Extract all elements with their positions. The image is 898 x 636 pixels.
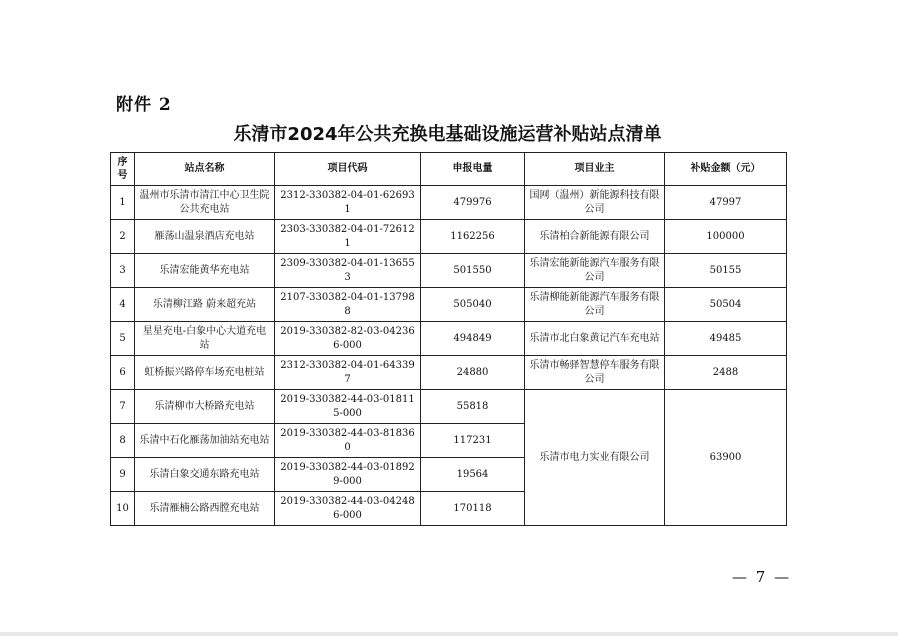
cell-code: 2019-330382-44-03-018115-000 (275, 390, 421, 424)
cell-station: 虹桥振兴路停车场充电桩站 (135, 356, 275, 390)
cell-seq: 9 (111, 458, 135, 492)
cell-code: 2312-330382-04-01-626931 (275, 186, 421, 220)
cell-amount: 55818 (421, 390, 525, 424)
cell-code: 2312-330382-04-01-643397 (275, 356, 421, 390)
table-row (111, 254, 787, 288)
cell-seq: 8 (111, 424, 135, 458)
table-header-row (111, 153, 787, 186)
table-row (111, 356, 787, 390)
cell-code: 2019-330382-82-03-042366-000 (275, 322, 421, 356)
cell-subsidy: 50504 (665, 288, 787, 322)
table-row (111, 288, 787, 322)
cell-station: 乐清宏能黄华充电站 (135, 254, 275, 288)
cell-owner: 国网（温州）新能源科技有限公司 (525, 186, 665, 220)
cell-code: 2019-330382-44-03-042486-000 (275, 492, 421, 526)
cell-seq: 1 (111, 186, 135, 220)
cell-code: 2309-330382-04-01-136553 (275, 254, 421, 288)
cell-station: 乐清柳市大桥路充电站 (135, 390, 275, 424)
header-code: 项目代码 (275, 153, 421, 186)
cell-code: 2019-330382-44-03-018929-000 (275, 458, 421, 492)
cell-owner: 乐清市畅驿智慧停车服务有限公司 (525, 356, 665, 390)
cell-amount: 494849 (421, 322, 525, 356)
cell-amount: 19564 (421, 458, 525, 492)
cell-subsidy-merged: 63900 (665, 390, 787, 526)
header-amount: 申报电量 (421, 153, 525, 186)
cell-station: 乐清雁楠公路西膛充电站 (135, 492, 275, 526)
cell-station: 星星充电-白象中心大道充电站 (135, 322, 275, 356)
header-seq: 序号 (111, 153, 135, 186)
cell-amount: 1162256 (421, 220, 525, 254)
cell-station: 温州市乐清市清江中心卫生院公共充电站 (135, 186, 275, 220)
table-row (111, 322, 787, 356)
cell-seq: 10 (111, 492, 135, 526)
attachment-label: 附件 2 (116, 95, 172, 115)
table-row (111, 390, 787, 424)
cell-seq: 3 (111, 254, 135, 288)
cell-seq: 7 (111, 390, 135, 424)
cell-amount: 479976 (421, 186, 525, 220)
cell-subsidy: 2488 (665, 356, 787, 390)
cell-seq: 4 (111, 288, 135, 322)
cell-station: 乐清白象交通东路充电站 (135, 458, 275, 492)
cell-code: 2107-330382-04-01-137988 (275, 288, 421, 322)
cell-owner: 乐清柳能新能源汽车服务有限公司 (525, 288, 665, 322)
cell-seq: 6 (111, 356, 135, 390)
cell-station: 雁荡山温泉酒店充电站 (135, 220, 275, 254)
header-owner: 项目业主 (525, 153, 665, 186)
table-row (111, 186, 787, 220)
table-row (111, 220, 787, 254)
cell-amount: 505040 (421, 288, 525, 322)
cell-seq: 2 (111, 220, 135, 254)
cell-subsidy: 49485 (665, 322, 787, 356)
cell-subsidy: 50155 (665, 254, 787, 288)
cell-owner: 乐清宏能新能源汽车服务有限公司 (525, 254, 665, 288)
cell-subsidy: 100000 (665, 220, 787, 254)
cell-amount: 501550 (421, 254, 525, 288)
cell-station: 乐清柳江路 蔚来超充站 (135, 288, 275, 322)
subsidy-table (110, 152, 787, 526)
cell-amount: 170118 (421, 492, 525, 526)
cell-amount: 24880 (421, 356, 525, 390)
page-bottom-divider (0, 632, 898, 636)
header-station: 站点名称 (135, 153, 275, 186)
cell-amount: 117231 (421, 424, 525, 458)
cell-owner: 乐清柏合新能源有限公司 (525, 220, 665, 254)
page-number: — 7 — (732, 568, 792, 586)
cell-owner: 乐清市北白象黄记汽车充电站 (525, 322, 665, 356)
cell-subsidy: 47997 (665, 186, 787, 220)
document-title: 乐清市2024年公共充换电基础设施运营补贴站点清单 (233, 124, 662, 145)
cell-code: 2303-330382-04-01-726121 (275, 220, 421, 254)
cell-code: 2019-330382-44-03-818360 (275, 424, 421, 458)
cell-owner-merged: 乐清市电力实业有限公司 (525, 390, 665, 526)
header-subsidy: 补贴金额（元） (665, 153, 787, 186)
cell-seq: 5 (111, 322, 135, 356)
cell-station: 乐清中石化雁荡加油站充电站 (135, 424, 275, 458)
